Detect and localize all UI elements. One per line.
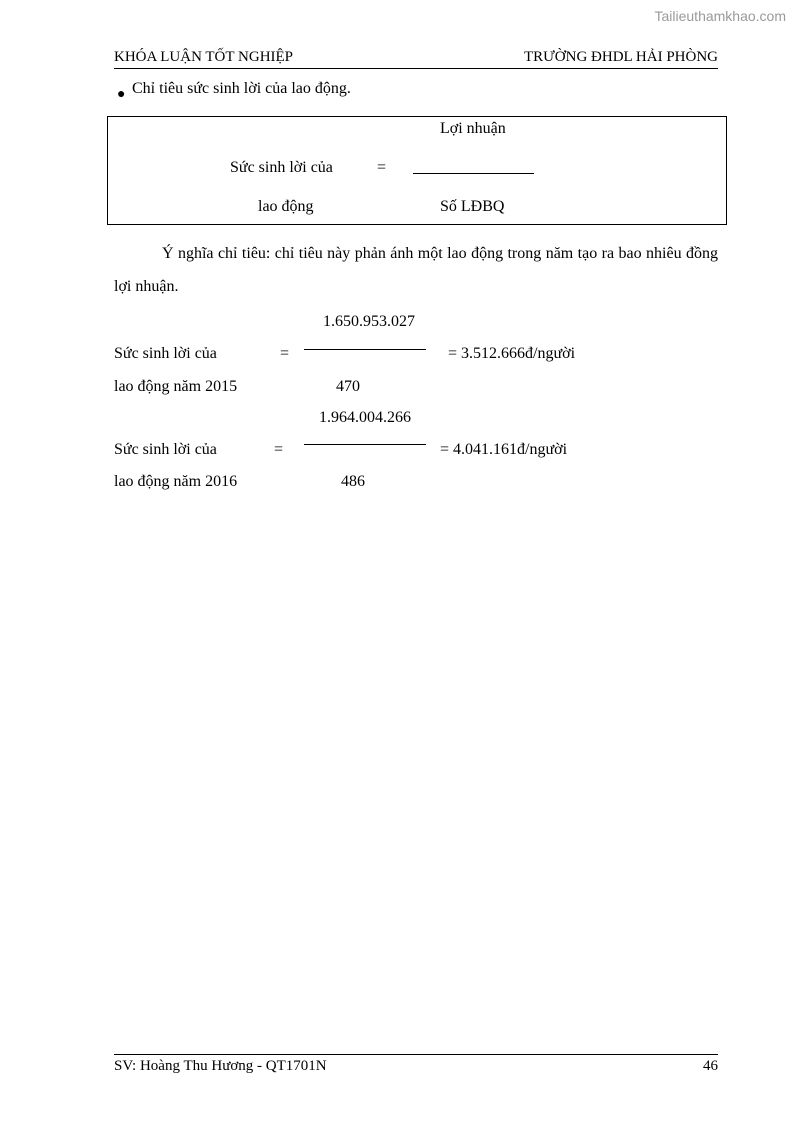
calc-2015-equals: = — [280, 345, 290, 362]
page-number: 46 — [703, 1058, 718, 1074]
calc-2015-label-continued: lao động năm 2015 — [114, 378, 238, 395]
formula-label: Sức sinh lời của — [230, 159, 333, 176]
calc-2016-label: Sức sinh lời của — [114, 441, 217, 458]
calc-2016-result: = 4.041.161đ/người — [440, 441, 568, 458]
calc-2015-denominator: 470 — [336, 378, 360, 395]
bullet-item: Chỉ tiêu sức sinh lời của lao động. — [132, 80, 351, 97]
header-divider — [114, 68, 718, 69]
formula-equals: = — [377, 159, 387, 176]
formula-fraction-line — [413, 173, 534, 174]
header-university: TRƯỜNG ĐHDL HẢI PHÒNG — [524, 49, 718, 65]
explanation-paragraph: Ý nghĩa chỉ tiêu: chỉ tiêu này phản ánh một lao động trong năm tạo ra bao nhiêu đồng lợi nhuận. — [114, 245, 718, 295]
formula-denominator: Số LĐBQ — [440, 198, 505, 215]
footer-student: SV: Hoàng Thu Hương - QT1701N — [114, 1058, 327, 1074]
calc-2015-numerator: 1.650.953.027 — [323, 313, 415, 330]
calc-2016-denominator: 486 — [341, 473, 365, 490]
footer-divider — [114, 1054, 718, 1055]
formula-numerator: Lợi nhuận — [440, 120, 506, 137]
header-thesis-title: KHÓA LUẬN TỐT NGHIỆP — [114, 49, 294, 65]
calc-2016-equals: = — [274, 441, 284, 458]
formula-label-continued: lao động — [258, 198, 314, 215]
calc-2016-fraction-line — [304, 444, 426, 445]
calc-2015-result: = 3.512.666đ/người — [448, 345, 576, 362]
formula-box — [107, 116, 727, 225]
watermark-text: Tailieuthamkhao.com — [654, 8, 786, 24]
bullet-icon: ● — [117, 87, 126, 102]
calc-2016-label-continued: lao động năm 2016 — [114, 473, 238, 490]
calc-2015-fraction-line — [304, 349, 426, 350]
calc-2015-label: Sức sinh lời của — [114, 345, 217, 362]
calc-2016-numerator: 1.964.004.266 — [319, 409, 411, 426]
